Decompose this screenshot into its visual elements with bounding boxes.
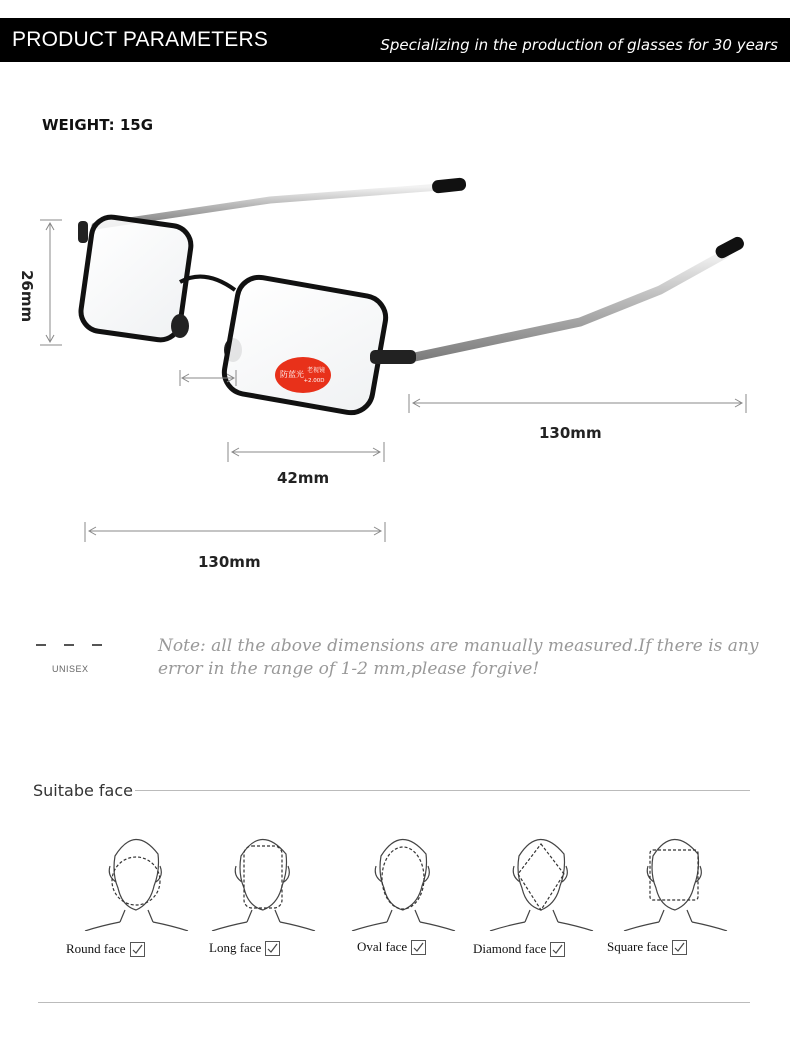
header-title: PRODUCT PARAMETERS (12, 28, 269, 51)
long-face-option (209, 940, 280, 956)
oval-face-icon (348, 826, 458, 931)
long-face-icon (208, 826, 318, 931)
brand-dashes (36, 640, 106, 650)
sticker-text-2: 老视镜 (306, 367, 326, 374)
check-icon (265, 941, 280, 956)
section-divider (135, 790, 750, 791)
left-hinge (78, 221, 88, 243)
nose-pad-left (171, 314, 189, 338)
near-temple (410, 254, 725, 358)
diamond-face-label: Diamond face (473, 941, 547, 956)
diamond-face-option (473, 941, 565, 957)
lens-height-label: 26mm (18, 270, 36, 323)
dim-frame-width (85, 522, 385, 542)
frame-width-label: 130mm (198, 553, 261, 571)
bottom-divider (38, 1002, 750, 1003)
right-lens (221, 274, 389, 416)
far-temple-tip (431, 177, 466, 193)
weight-label: WEIGHT: 15G (42, 116, 154, 134)
round-face-option (66, 941, 145, 957)
sticker-text-1: 防蓝光 (280, 370, 304, 379)
check-icon (130, 942, 145, 957)
brand-mark: UNISEX (52, 664, 89, 674)
dim-lens-width (228, 442, 384, 462)
diamond-face-icon (486, 826, 596, 931)
check-icon (411, 940, 426, 955)
header-slogan: Specializing in the production of glasses for 30 years (380, 36, 778, 54)
oval-face-option (357, 939, 426, 955)
temple-length-label: 130mm (539, 424, 602, 442)
check-icon (672, 940, 687, 955)
oval-face-label: Oval face (357, 939, 408, 954)
dim-lens-height (40, 220, 62, 345)
square-face-label: Square face (607, 939, 668, 954)
long-face-label: Long face (209, 940, 262, 955)
suitable-face-title: Suitabe face (33, 781, 133, 800)
sticker-text-3: +2.00D (303, 378, 325, 384)
lens-width-label: 42mm (277, 469, 330, 487)
square-face-option (607, 939, 687, 955)
round-face-icon (80, 826, 190, 931)
near-temple-tip (713, 235, 746, 261)
measurement-note: Note: all the above dimensions are manually measured.If there is any error in the range of 1-2 mm,please forgive! (158, 636, 759, 679)
square-face-icon (620, 826, 730, 931)
round-face-label: Round face (66, 941, 126, 956)
hinge (370, 350, 416, 364)
dim-temple (409, 394, 746, 413)
check-icon (550, 942, 565, 957)
